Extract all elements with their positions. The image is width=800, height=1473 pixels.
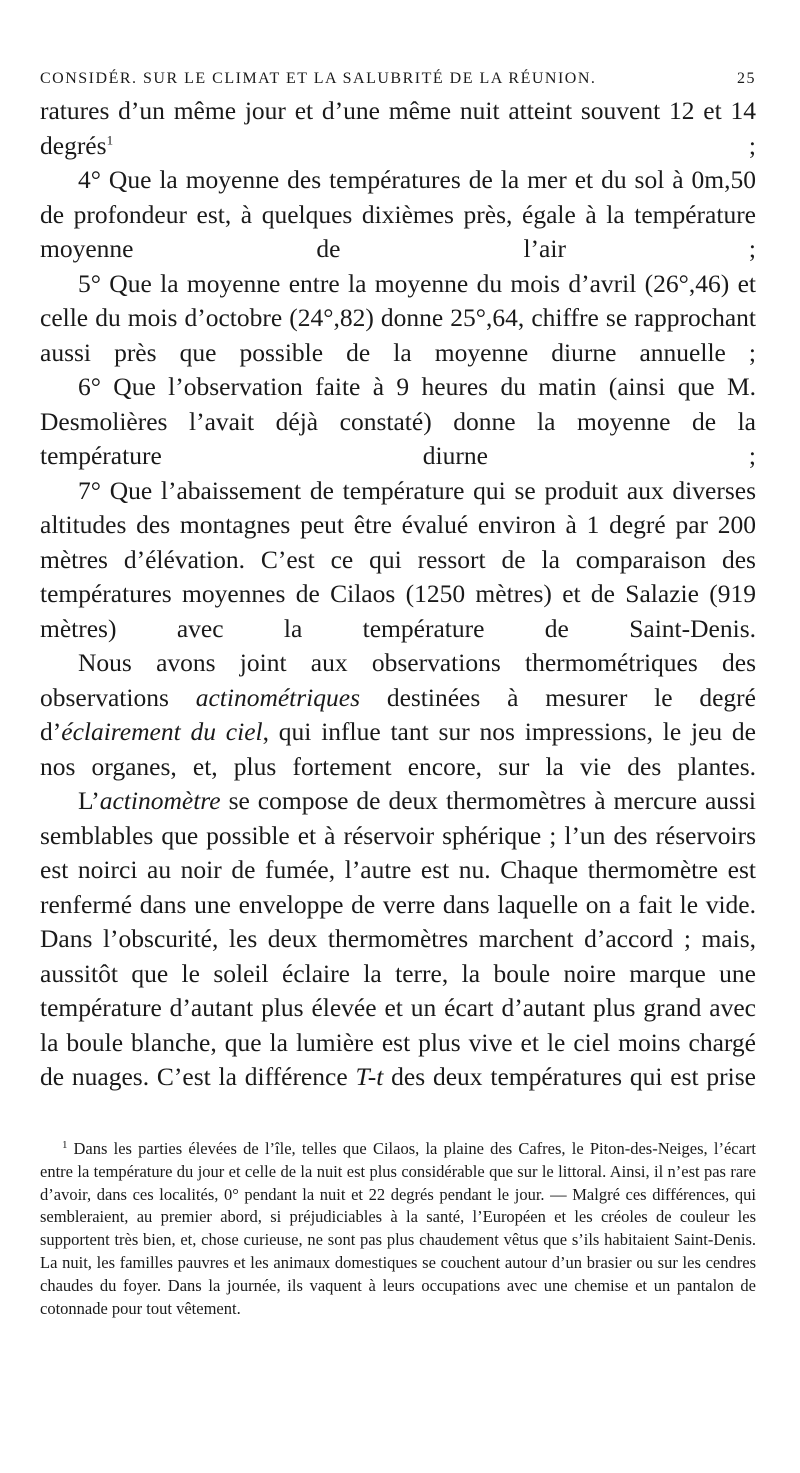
text-run: , qui influe tant sur nos impressions, le jeu de nos organes, et, plus fortement encore, sur la vie des plantes.	[40, 717, 756, 781]
paragraph-actinometric	[40, 646, 756, 784]
text-run: destinées à mesurer le degré d’	[40, 682, 756, 746]
text-run: Nous avons joint aux observations thermométriques des observations	[40, 648, 756, 712]
body-text	[40, 94, 756, 1095]
running-head	[40, 70, 756, 88]
footnote-body: Dans les parties élevées de l’île, telles que Cilaos, la plaine des Cafres, le Piton-des-Neiges, l’écart entre la température du jour et celle de la nuit est plus considérable que sur le littoral. Ainsi, il n’est pas rare d’avoir, dans ces localités, 0° pendant la nuit et 22 degrés pendant le jour. — Malgré ces différences, qui sembleraient, au premier abord, si préjudiciables à la santé, l’Européen et les créoles de couleur les supportent très bien, et, chose curieuse, ne sont pas plus chaudement vêtus que s’ils habitaient Saint-Denis. La nuit, les familles pauvres et les animaux domestiques se couchent autour d’un brasier ou sur les cendres chaudes du foyer. Dans la journée, ils vaquent à leurs occupations avec une chemise et un pantalon de cotonnade pour tout vêtement.	[40, 1139, 756, 1318]
footnote-reference: 1	[106, 132, 114, 147]
paragraph-item-4: 4° Que la moyenne des températures de la mer et du sol à 0m,50 de profondeur est, à quelques dixièmes près, égale à la température moyenne de l’air ;	[40, 165, 756, 263]
paragraph-actinometer	[40, 784, 756, 1095]
italic-term: actinomètre	[99, 786, 221, 815]
italic-term: actinométriques	[195, 682, 361, 712]
paragraph-text-end: ;	[113, 130, 756, 160]
text-run: se compose de deux thermomètres à mercure aussi semblables que possible et à réservoir sphérique ; l’un des réservoirs est noirci au noir de fumée, l’autre est nu. Chaque thermomètre est renfermé dans une enveloppe de verre dans laquelle on a fait le vide. Dans l’obscurité, les deux thermomètres marchent d’accord ; mais, aussitôt que le soleil éclaire la terre, la boule noire marque une température d’autant plus élevée et un écart d’autant plus grand avec la boule blanche, que la lumière est plus vive et le ciel moins chargé de nuages. C’est la différence	[40, 786, 756, 1091]
paragraph-text: ratures d’un même jour et d’une même nuit atteint souvent 12 et 14 degrés	[40, 96, 756, 160]
text-run: L’	[78, 786, 100, 815]
paragraph-item-5: 5° Que la moyenne entre la moyenne du mois d’avril (26°,46) et celle du mois d’octobre (24°,82) donne 25°,64, chiffre se rapprochant aussi près que possible de la moyenne diurne annuelle ;	[40, 268, 756, 367]
footnote-mark: 1	[62, 1138, 68, 1151]
paragraph-item-7: 7° Que l’abaissement de température qui se produit aux diverses altitudes des montagnes peut être évalué environ à 1 degré par 200 mètres d’élévation. C’est ce qui ressort de la comparaison des températures moyennes de Cilaos (1250 mètres) et de Salazie (919 mètres) avec la température de Saint-Denis.	[40, 475, 756, 643]
page-number: 25	[737, 70, 756, 87]
italic-term: T-t	[355, 1062, 384, 1091]
paragraph-item-6: 6° Que l’observation faite à 9 heures du matin (ainsi que M. Desmolières l’avait déjà constaté) donne la moyenne de la température diurne ;	[40, 372, 756, 470]
footnote-text	[40, 1138, 756, 1320]
footnote	[40, 1138, 756, 1320]
text-run: des deux températures qui est prise	[383, 1062, 756, 1091]
paragraph-continuation	[40, 94, 756, 163]
page-content	[40, 70, 756, 1095]
running-title: CONSIDÉR. SUR LE CLIMAT ET LA SALUBRITÉ DE LA RÉUNION.	[40, 70, 597, 87]
italic-term: éclairement du ciel	[61, 717, 263, 746]
